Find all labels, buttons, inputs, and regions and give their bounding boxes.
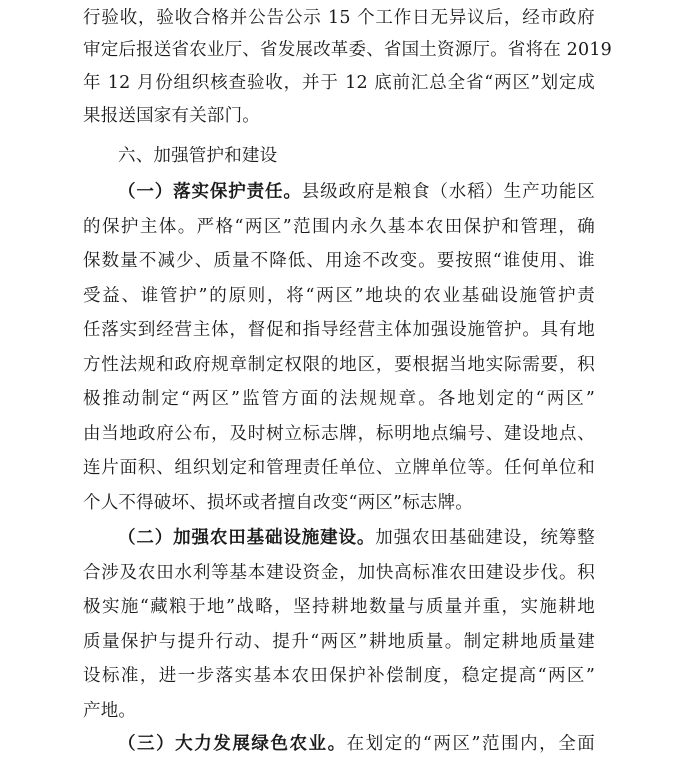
paragraph-text: 加强农田基础建设，统筹整: [375, 528, 595, 548]
paragraph-line: 果报送国家有关部门。: [83, 106, 260, 126]
paragraph-line: 受益、谁管护”的原则，将“两区”地块的农业基础设施管护责: [83, 286, 595, 306]
subsection-title: （一）落实保护责任。: [118, 182, 302, 202]
paragraph-line: 设标准，进一步落实基本农田保护补偿制度，稳定提高“两区”: [83, 666, 595, 686]
paragraph-line: 质量保护与提升行动、提升“两区”耕地质量。制定耕地质量建: [83, 632, 595, 652]
paragraph-line: 产地。: [83, 701, 137, 721]
paragraph-line: 行验收，验收合格并公告公示 15 个工作日无异议后，经市政府: [83, 8, 595, 28]
section-heading: 六、加强管护和建设: [118, 146, 278, 166]
paragraph-line: 极推动制定“两区”监管方面的法规规章。各地划定的“两区”: [83, 389, 595, 409]
subsection-title: （三）大力发展绿色农业。: [118, 734, 347, 754]
paragraph-line: 审定后报送省农业厅、省发展改革委、省国土资源厅。省将在 2019: [83, 40, 612, 60]
paragraph-line: 连片面积、组织划定和管理责任单位、立牌单位等。任何单位和: [83, 458, 595, 478]
paragraph-text: 县级政府是粮食（水稻）生产功能区: [301, 182, 595, 202]
paragraph-line: 任落实到经营主体，督促和指导经营主体加强设施管护。具有地: [83, 320, 595, 340]
paragraph-line: 极实施“藏粮于地”战略，坚持耕地数量与质量并重，实施耕地: [83, 597, 595, 617]
paragraph-line: 合涉及农田水利等基本建设资金，加快高标准农田建设步伐。积: [83, 563, 595, 583]
paragraph-line: 个人不得破坏、损坏或者擅自改变“两区”标志牌。: [83, 493, 473, 513]
paragraph-line: 由当地政府公布，及时树立标志牌，标明地点编号、建设地点、: [83, 424, 595, 444]
paragraph-line: [118, 729, 595, 759]
paragraph-line: [118, 177, 595, 207]
paragraph-text: 在划定的“两区”范围内，全面: [346, 734, 595, 754]
subsection-title: （二）加强农田基础设施建设。: [118, 528, 376, 548]
paragraph-line: 年 12 月份组织核查验收，并于 12 底前汇总全省“两区”划定成: [83, 73, 595, 93]
paragraph-line: 的保护主体。严格“两区”范围内永久基本农田保护和管理，确: [83, 217, 595, 237]
paragraph-line: 方性法规和政府规章制定权限的地区，要根据当地实际需要，积: [83, 355, 595, 375]
paragraph-line: 保数量不减少、质量不降低、用途不改变。要按照“谁使用、谁: [83, 251, 595, 271]
paragraph-line: [118, 523, 595, 553]
